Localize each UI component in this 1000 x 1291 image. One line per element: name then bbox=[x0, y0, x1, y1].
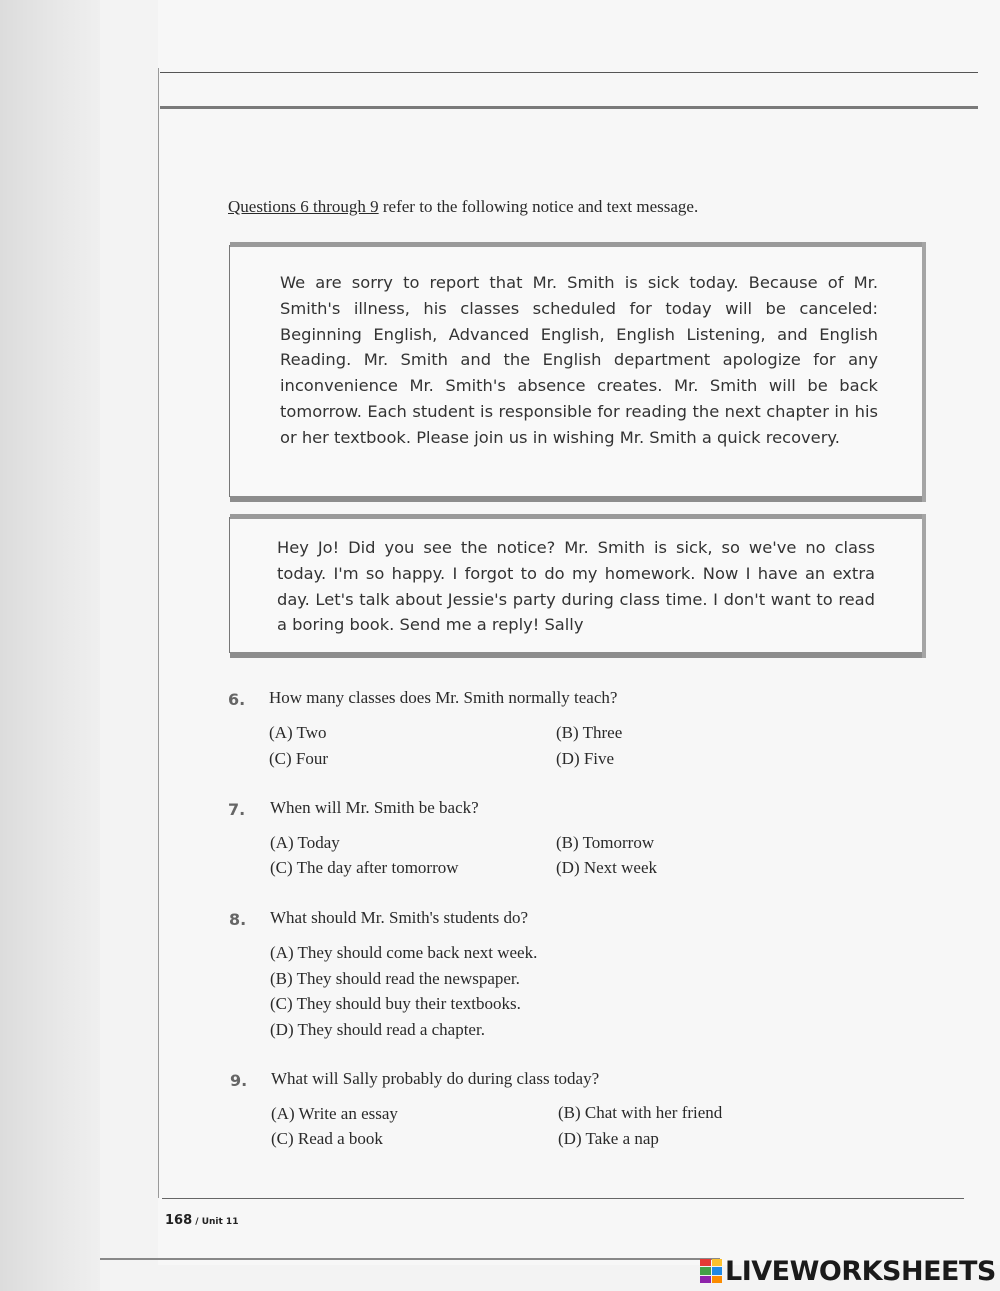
footer-rule bbox=[162, 1198, 964, 1199]
questions-intro-rest: refer to the following notice and text message. bbox=[378, 197, 699, 216]
question-8-option-c[interactable]: (C) They should buy their textbooks. bbox=[270, 994, 521, 1013]
question-9-number: 9. bbox=[230, 1071, 248, 1090]
text-message-text: Hey Jo! Did you see the notice? Mr. Smith is sick, so we've no class today. I'm so happy. I forgot to do my homework. Now I have an extra day. Let's talk about Jessie's party during class time. I don't want to read a boring book. Send me a reply! Sally bbox=[277, 538, 875, 635]
header-rule-thin bbox=[160, 72, 978, 73]
question-8-text: What should Mr. Smith's students do? bbox=[270, 908, 529, 927]
question-6-text: How many classes does Mr. Smith normally teach? bbox=[269, 688, 618, 707]
question-8-number: 8. bbox=[229, 910, 247, 929]
question-9-option-c[interactable]: (C) Read a book bbox=[271, 1129, 383, 1148]
liveworksheets-logo-icon bbox=[700, 1259, 722, 1283]
question-8-option-a[interactable]: (A) They should come back next week. bbox=[270, 943, 538, 962]
question-7-number: 7. bbox=[228, 800, 246, 819]
question-9-text: What will Sally probably do during class today? bbox=[271, 1069, 600, 1088]
page-footer bbox=[165, 1213, 238, 1228]
question-7-option-b[interactable]: (B) Tomorrow bbox=[556, 833, 655, 852]
left-margin-shadow bbox=[0, 0, 100, 1291]
liveworksheets-watermark bbox=[700, 1255, 996, 1287]
unit-label: / Unit 11 bbox=[192, 1217, 239, 1227]
questions-range: Questions 6 through 9 bbox=[228, 197, 379, 216]
text-message-box bbox=[229, 517, 923, 653]
question-6-option-d[interactable]: (D) Five bbox=[556, 749, 615, 768]
notice-box bbox=[229, 245, 923, 497]
header-rule-thick bbox=[160, 106, 978, 109]
page-number: 168 bbox=[165, 1213, 193, 1228]
questions-intro bbox=[228, 197, 698, 217]
watermark-text: LIVEWORKSHEETS bbox=[725, 1255, 996, 1287]
question-7-text: When will Mr. Smith be back? bbox=[270, 798, 479, 817]
question-9-option-a[interactable]: (A) Write an essay bbox=[271, 1104, 398, 1123]
question-8-option-d[interactable]: (D) They should read a chapter. bbox=[270, 1020, 485, 1039]
question-6-option-a[interactable]: (A) Two bbox=[269, 723, 327, 742]
question-6-option-b[interactable]: (B) Three bbox=[556, 723, 623, 742]
question-6-option-c[interactable]: (C) Four bbox=[269, 749, 329, 768]
page-edge-rule bbox=[100, 1258, 720, 1260]
question-9-option-b[interactable]: (B) Chat with her friend bbox=[558, 1103, 723, 1122]
question-7-option-c[interactable]: (C) The day after tomorrow bbox=[270, 858, 459, 877]
question-7-option-d[interactable]: (D) Next week bbox=[556, 858, 658, 877]
question-6-number: 6. bbox=[228, 690, 246, 709]
question-8-option-b[interactable]: (B) They should read the newspaper. bbox=[270, 969, 520, 988]
question-7-option-a[interactable]: (A) Today bbox=[270, 833, 340, 852]
question-9-option-d[interactable]: (D) Take a nap bbox=[558, 1129, 659, 1148]
notice-text: We are sorry to report that Mr. Smith is sick today. Because of Mr. Smith's illness, his classes scheduled for today will be canceled: Beginning English, Advanced English, English Listening, and English Reading. Mr. Smith and the English department apologize for any inconvenience Mr. Smith's absence creates. Mr. Smith will be back tomorrow. Each student is responsible for reading the next chapter in his or her textbook. Please join us in wishing Mr. Smith a quick recovery. bbox=[280, 273, 878, 447]
left-margin-rule bbox=[158, 68, 159, 1198]
